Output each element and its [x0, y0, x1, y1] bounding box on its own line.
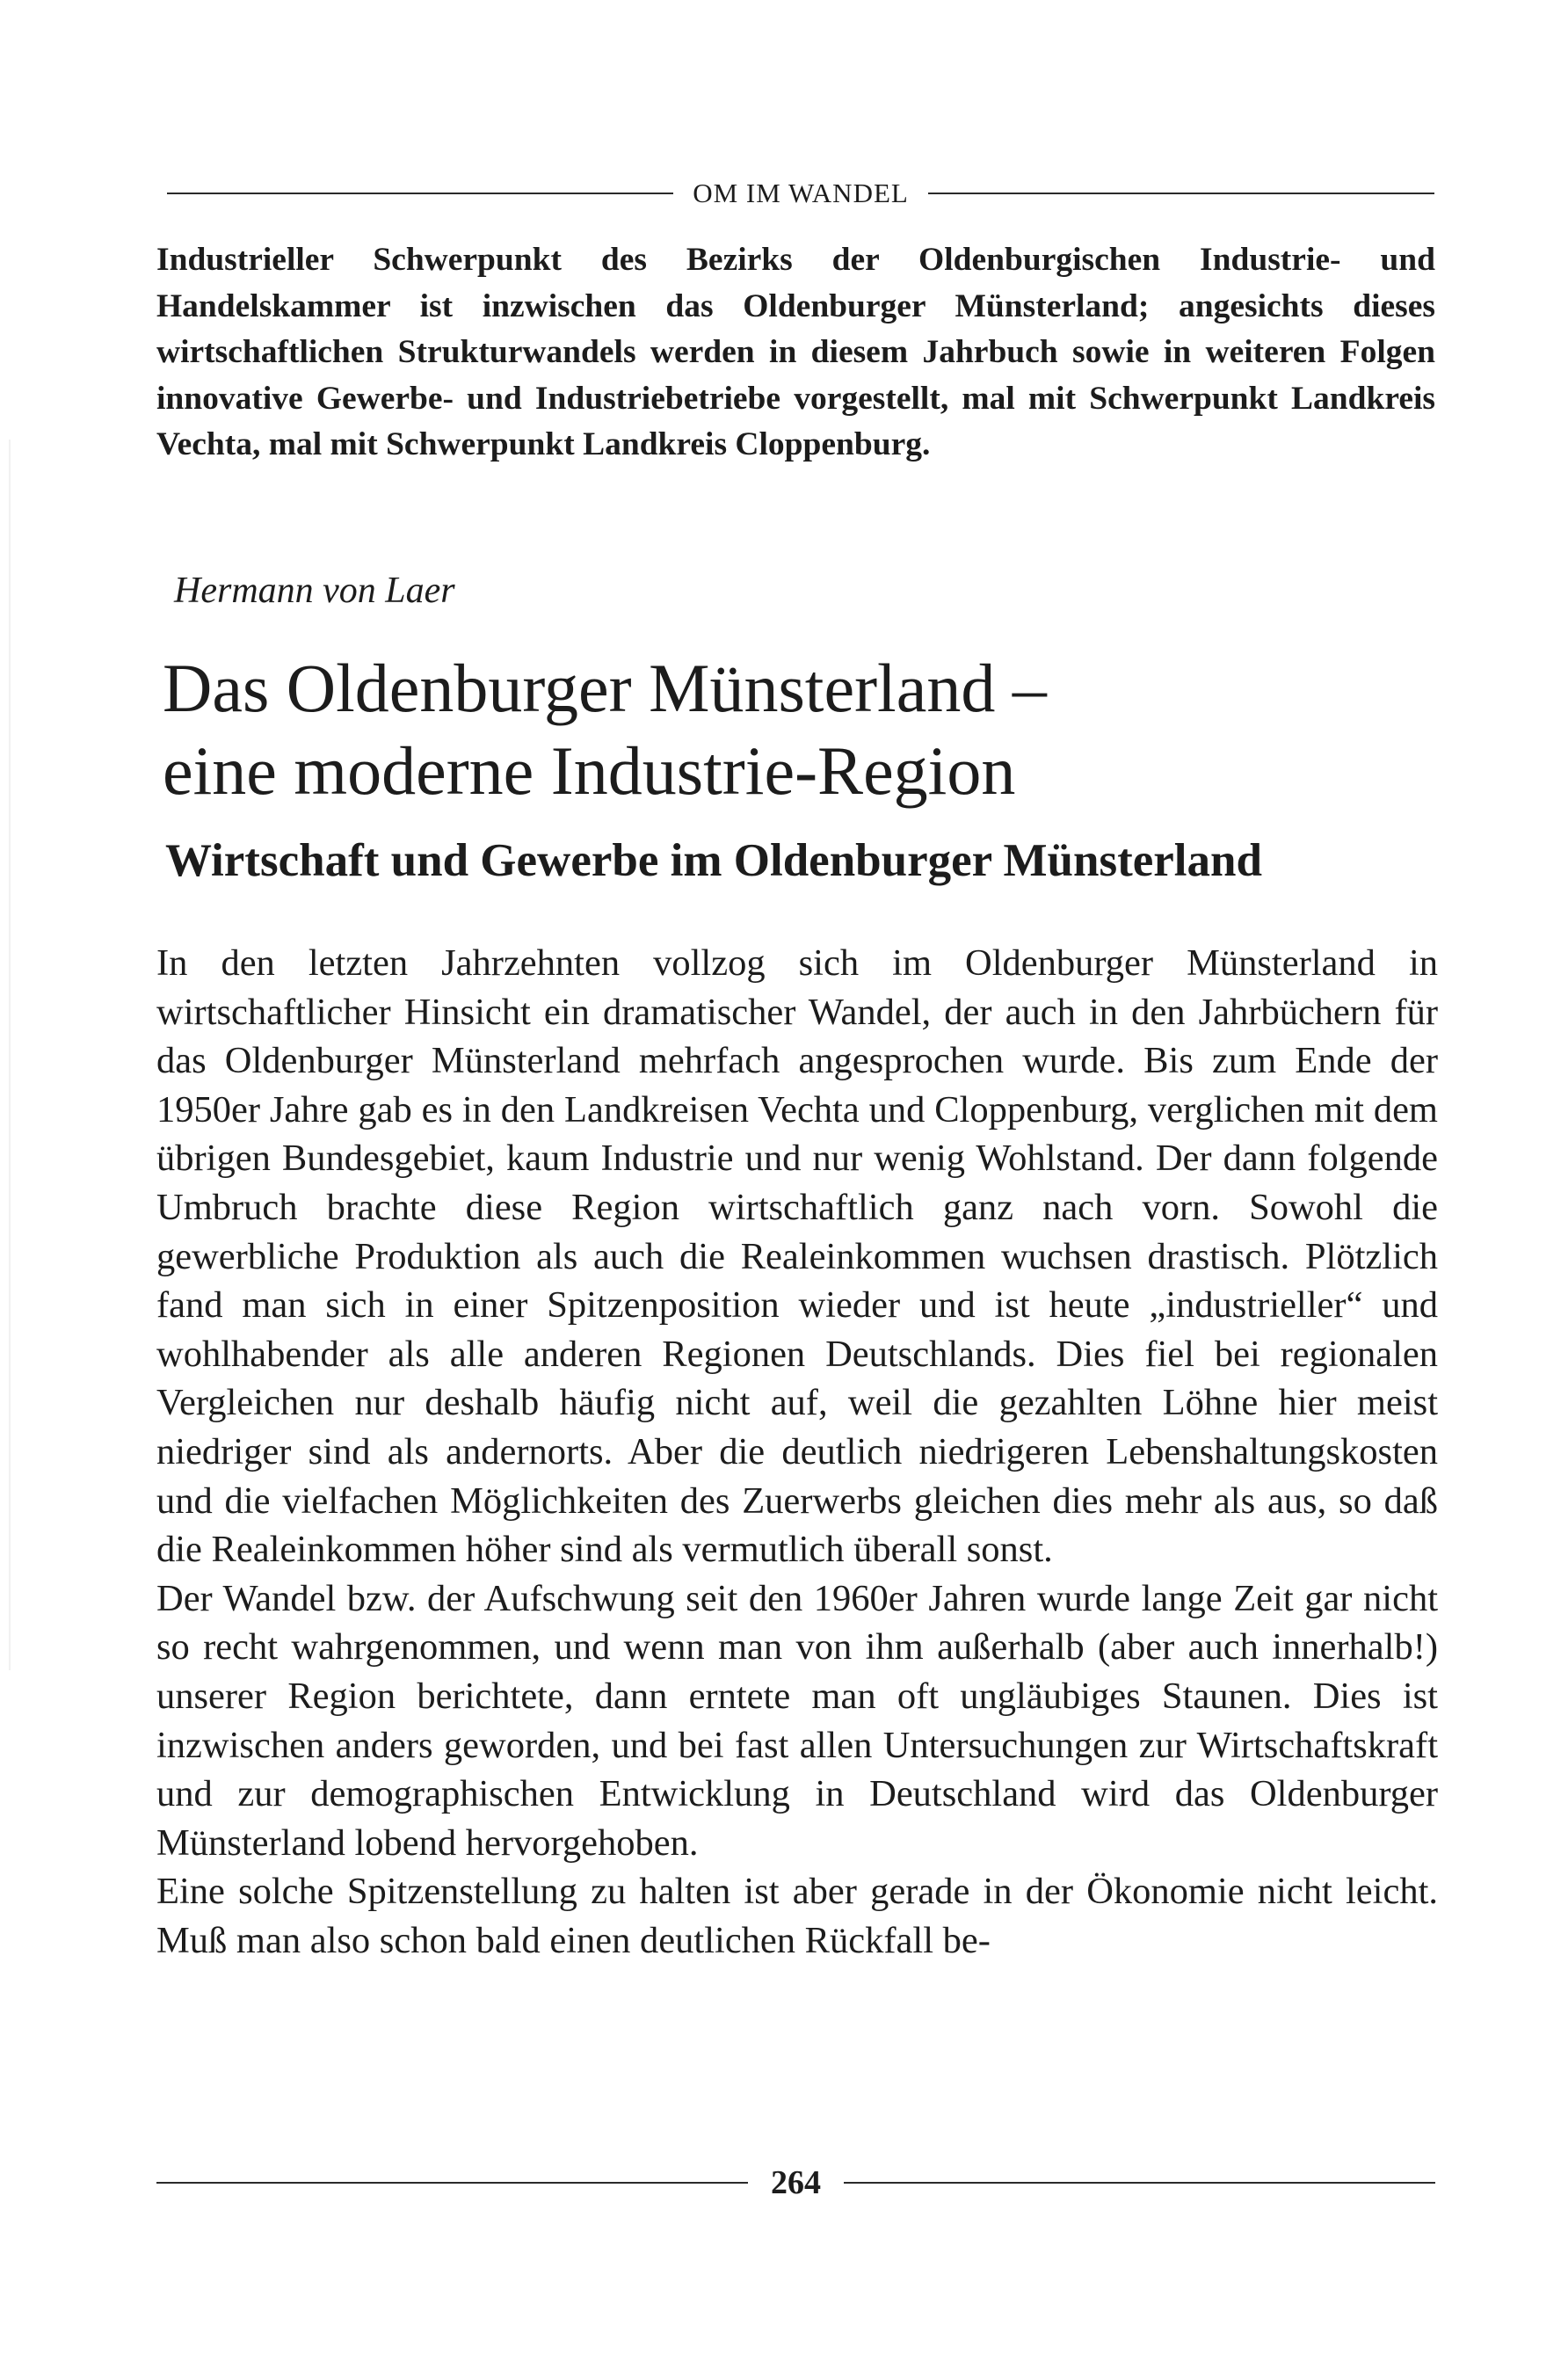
scan-edge: [9, 440, 11, 1670]
author-name: Hermann von Laer: [174, 571, 455, 611]
article-subtitle: Wirtschaft und Gewerbe im Oldenburger Münsterland: [165, 835, 1262, 886]
footer-rule-right: [844, 2182, 1435, 2184]
body-paragraph-1: In den letzten Jahrzehnten vollzog sich im Oldenburger Münsterland in wirtschaftlicher Hinsicht ein dramatischer Wandel, der auch in den Jahrbüchern für das Oldenburger Münsterland mehrfach angesprochen wurde. Bis zum Ende der 1950er Jahre gab es in den Landkreisen Vechta und Cloppenburg, verglichen mit dem übrigen Bundesgebiet, kaum Industrie und nur wenig Wohlstand. Der dann folgende Umbruch brachte diese Region wirtschaftlich ganz nach vorn. Sowohl die gewerbliche Produktion als auch die Realeinkommen wuchsen drastisch. Plötzlich fand man sich in einer Spitzenposition wieder und ist heute „industrieller“ und wohlhabender als alle anderen Regionen Deutschlands. Dies fiel bei regionalen Vergleichen nur deshalb häufig nicht auf, weil die gezahlten Löhne hier meist niedriger sind als andernorts. Aber die deutlich niedrigeren Lebenshaltungskosten und die vielfachen Möglichkeiten des Zuerwerbs gleichen dies mehr als aus, so daß die Realeinkommen höher sind als vermutlich überall sonst.: [156, 942, 1438, 1571]
intro-paragraph: Industrieller Schwerpunkt des Bezirks der Oldenburgischen Industrie- und Handelskammer ist inzwischen das Oldenburger Münsterland; angesichts dieses wirtschaftlichen Strukturwandels werden in diesem Jahrbuch sowie in weiteren Folgen innovative Gewerbe- und Industriebetriebe vorgestellt, mal mit Schwerpunkt Landkreis Vechta, mal mit Schwerpunkt Landkreis Cloppenburg.: [156, 242, 1435, 462]
page-footer: [156, 2163, 1435, 2203]
header-rule-right: [928, 193, 1434, 194]
header-rule-left: [167, 193, 673, 194]
running-header: [167, 176, 1434, 211]
body-paragraph-2: Der Wandel bzw. der Aufschwung seit den 1960er Jahren wurde lange Zeit gar nicht so recht wahrgenommen, und wenn man von ihm außerhalb (aber auch innerhalb!) unserer Region berichtete, dann erntete man oft ungläubiges Staunen. Dies ist inzwischen anders geworden, und bei fast allen Untersuchungen zur Wirtschaftskraft und zur demographischen Entwicklung in Deutschland wird das Oldenburger Münsterland lobend hervorgehoben.: [156, 1577, 1438, 1864]
title-line-2: eine moderne Industrie-Region: [163, 732, 1016, 809]
page-number: 264: [771, 2164, 821, 2201]
footer-rule-left: [156, 2182, 748, 2184]
body-paragraph-3: Eine solche Spitzenstellung zu halten ist aber gerade in der Ökonomie nicht leicht. Muß man also schon bald einen deutlichen Rückfall be-: [156, 1871, 1438, 1961]
article-body: [156, 939, 1438, 1965]
running-header-label: OM IM WANDEL: [693, 178, 909, 208]
article-title: [163, 647, 1437, 812]
title-line-1: Das Oldenburger Münsterland –: [163, 650, 1047, 726]
